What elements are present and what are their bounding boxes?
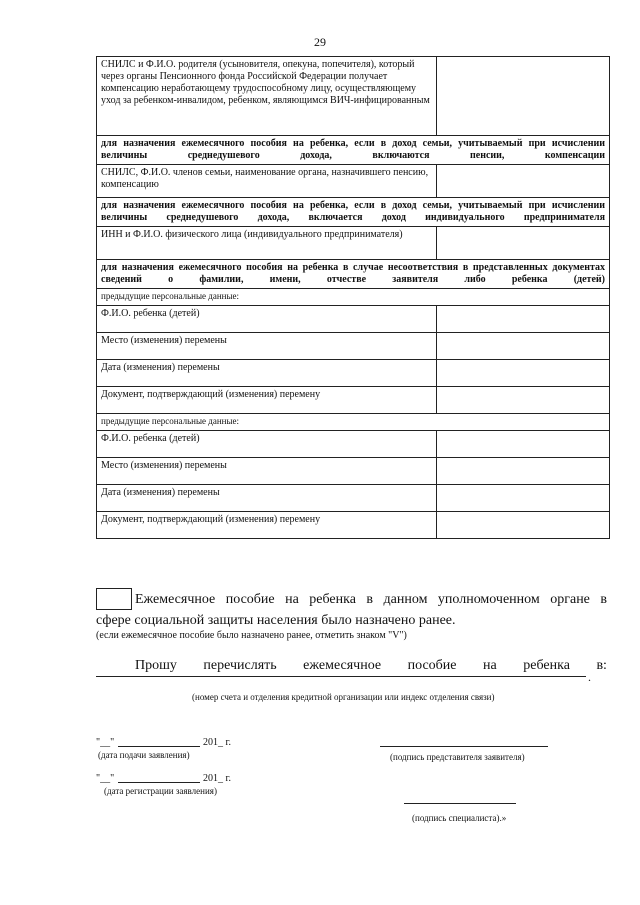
- section-heading: для назначения ежемесячного пособия на ребенка, если в доход семьи, учитываемый при исчислении величины среднедушевого дохода, включаются пенсии, компенсации: [97, 136, 610, 165]
- field-label: Документ, подтверждающий (изменения) перемену: [97, 387, 437, 414]
- field-label: Дата (изменения) перемены: [97, 360, 437, 387]
- field-label: Ф.И.О. ребенка (детей): [97, 306, 437, 333]
- form-row: [97, 198, 610, 227]
- applicant-signature-field[interactable]: [380, 746, 548, 747]
- request-word: на: [483, 658, 497, 673]
- field-label: СНИЛС и Ф.И.О. родителя (усыновителя, опекуна, попечителя), который через органы Пенсионного фонда Российской Федерации получает компенсацию неработающему трудоспособному лицу, осуществляющему уход за ребенком-инвалидом, ребенком, являющимся ВИЧ-инфицированным: [97, 57, 437, 136]
- form-body: [97, 57, 610, 539]
- field-value-input[interactable]: [437, 512, 610, 539]
- submit-date-suffix: 201_ г.: [203, 737, 231, 748]
- field-value-input[interactable]: [437, 431, 610, 458]
- section-subheading: предыдущие персональные данные:: [97, 289, 610, 306]
- form-row: [97, 57, 610, 136]
- field-value-input[interactable]: [437, 306, 610, 333]
- request-word: ребенка: [523, 658, 570, 673]
- field-label: СНИЛС, Ф.И.О. членов семьи, наименование органа, назначившего пенсию, компенсацию: [97, 165, 437, 198]
- field-label: Документ, подтверждающий (изменения) перемену: [97, 512, 437, 539]
- section-heading: для назначения ежемесячного пособия на ребенка, если в доход семьи, учитываемый при исчислении величины среднедушевого дохода, включается доход индивидуального предпринимателя: [97, 198, 610, 227]
- account-line-end: .: [588, 670, 591, 684]
- field-value-input[interactable]: [437, 387, 610, 414]
- submit-date-prefix: "__": [96, 737, 115, 748]
- form-row: [97, 512, 610, 539]
- field-value-input[interactable]: [437, 57, 610, 136]
- form-row: [97, 431, 610, 458]
- form-row: [97, 333, 610, 360]
- reg-date-field[interactable]: [118, 782, 200, 783]
- form-row: [97, 414, 610, 431]
- applicant-signature-caption: (подпись представителя заявителя): [390, 752, 525, 762]
- field-value-input[interactable]: [437, 485, 610, 512]
- field-value-input[interactable]: [437, 333, 610, 360]
- specialist-signature-field[interactable]: [404, 803, 516, 804]
- field-value-input[interactable]: [437, 458, 610, 485]
- form-row: [97, 306, 610, 333]
- field-label: Ф.И.О. ребенка (детей): [97, 431, 437, 458]
- field-label: Место (изменения) перемены: [97, 333, 437, 360]
- reg-date-caption: (дата регистрации заявления): [104, 786, 217, 796]
- previously-assigned-note: [135, 590, 607, 610]
- form-row: [97, 289, 610, 306]
- section-subheading: предыдущие персональные данные:: [97, 414, 610, 431]
- form-row: [97, 458, 610, 485]
- form-row: [97, 165, 610, 198]
- form-row: [97, 260, 610, 289]
- note-line-2: сфере социальной защиты населения было назначено ранее.: [96, 613, 456, 628]
- application-form-table: [96, 56, 610, 539]
- specialist-signature-caption: (подпись специалиста).»: [412, 813, 507, 823]
- form-row: [97, 485, 610, 512]
- request-word: в:: [596, 658, 607, 673]
- section-heading: для назначения ежемесячного пособия на ребенка в случае несоответствия в представленных документах сведений о фамилии, имени, отчестве заявителя либо ребенка (детей): [97, 260, 610, 289]
- form-row: [97, 360, 610, 387]
- field-value-input[interactable]: [437, 360, 610, 387]
- field-label: Дата (изменения) перемены: [97, 485, 437, 512]
- request-word: пособие: [407, 658, 457, 673]
- transfer-request: [135, 658, 607, 674]
- account-caption: (номер счета и отделения кредитной организации или индекс отделения связи): [192, 692, 495, 702]
- field-value-input[interactable]: [437, 165, 610, 198]
- request-word: ежемесячное: [303, 658, 382, 673]
- request-word: перечислять: [203, 658, 277, 673]
- previously-assigned-checkbox[interactable]: [96, 588, 132, 610]
- reg-date-suffix: 201_ г.: [203, 773, 231, 784]
- form-row: [97, 387, 610, 414]
- note-hint: (если ежемесячное пособие было назначено ранее, отметить знаком "V"): [96, 630, 407, 641]
- field-label: ИНН и Ф.И.О. физического лица (индивидуального предпринимателя): [97, 227, 437, 260]
- submit-date-field[interactable]: [118, 746, 200, 747]
- form-row: [97, 227, 610, 260]
- account-number-field[interactable]: [96, 676, 586, 677]
- note-line-1: Ежемесячное пособие на ребенка в данном уполномоченном органе в: [135, 592, 607, 607]
- field-label: Место (изменения) перемены: [97, 458, 437, 485]
- page-number: 29: [314, 35, 326, 49]
- form-row: [97, 136, 610, 165]
- reg-date-prefix: "__": [96, 773, 115, 784]
- submit-date-caption: (дата подачи заявления): [98, 750, 190, 760]
- field-value-input[interactable]: [437, 227, 610, 260]
- request-word: Прошу: [135, 658, 177, 673]
